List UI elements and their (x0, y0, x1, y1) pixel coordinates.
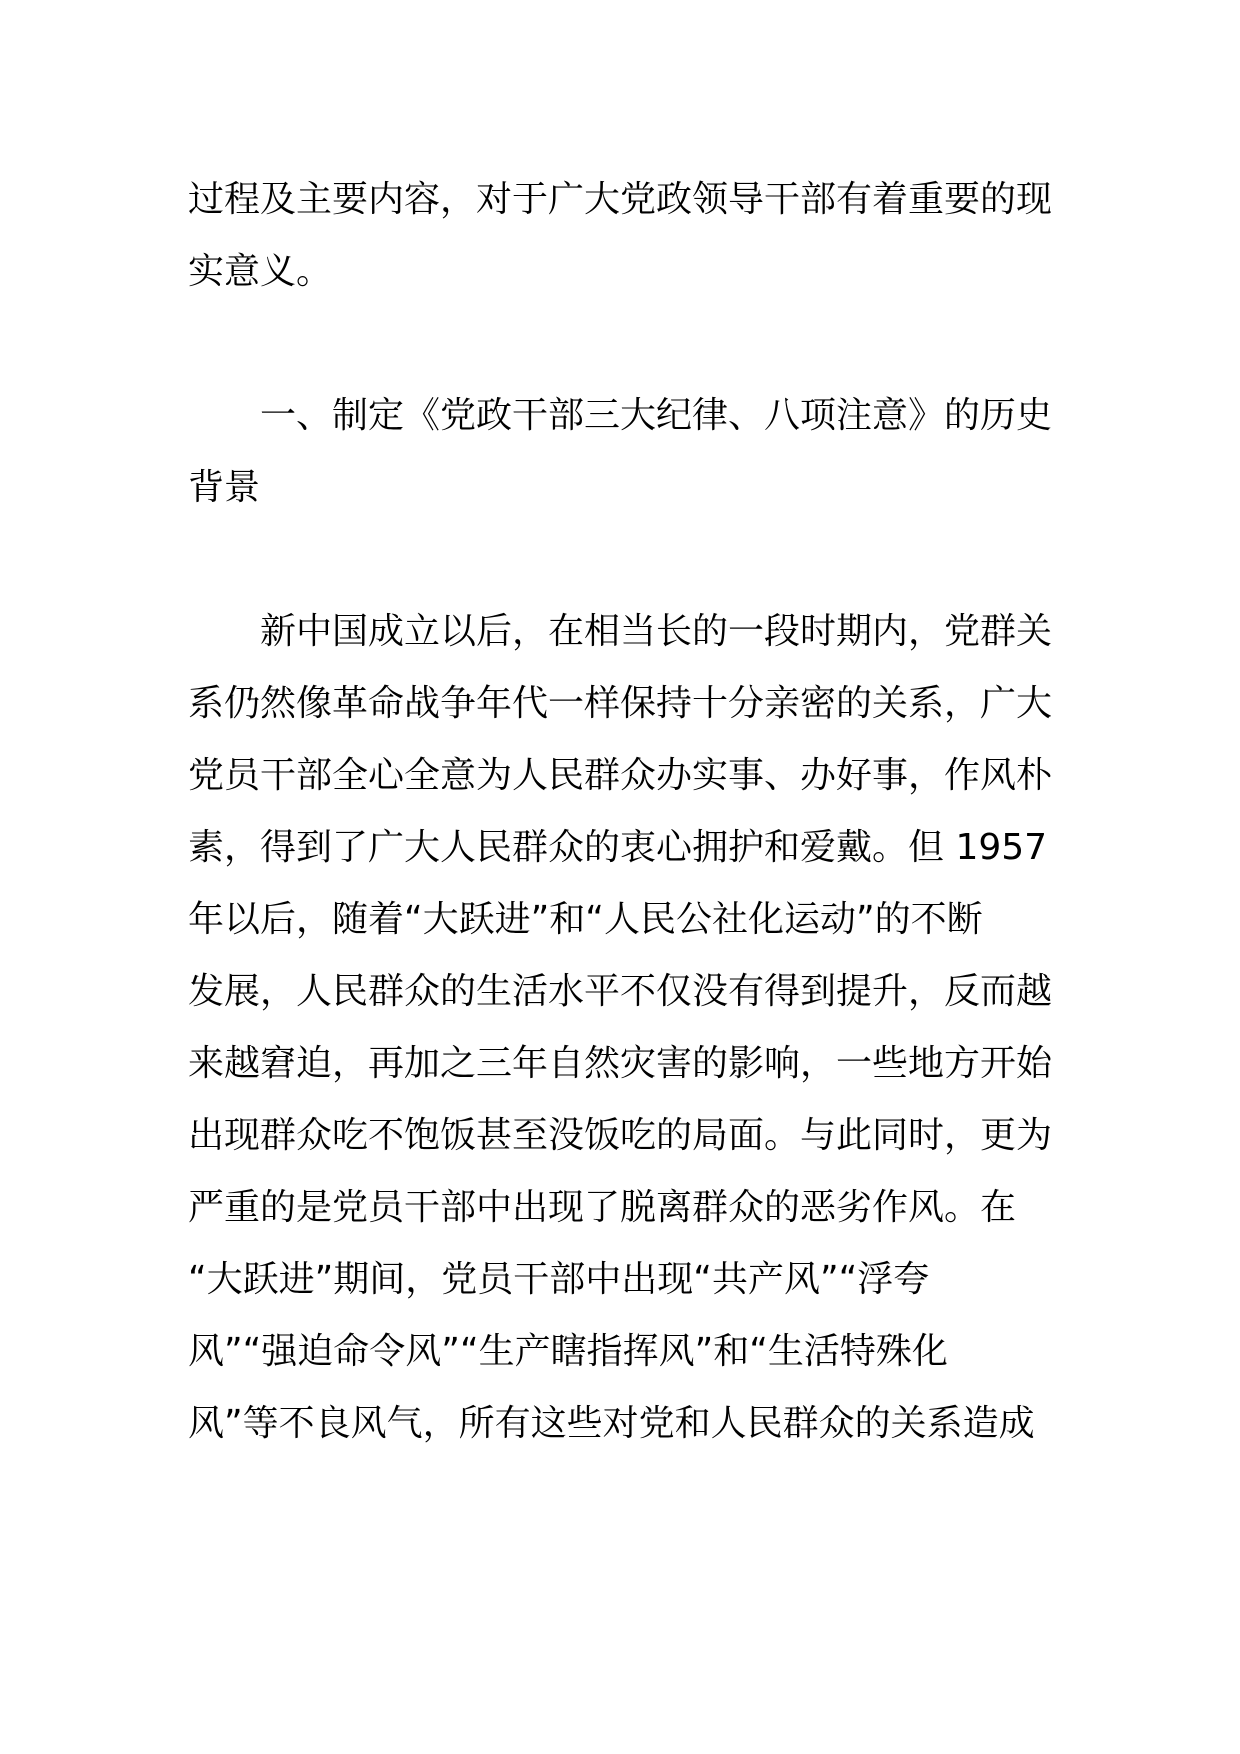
paragraph-3-line-3: 党员干部全心全意为人民群众办实事、办好事，作风朴 (188, 755, 1053, 796)
section-heading-line-1: 一、制定《党政干部三大纪律、八项注意》的历史 (260, 395, 1053, 436)
paragraph-3-line-10: “大跃进”期间，党员干部中出现“共产风”“浮夸 (188, 1259, 930, 1300)
section-heading-line-2: 背景 (188, 467, 261, 508)
paragraph-1-line-1: 过程及主要内容，对于广大党政领导干部有着重要的现 (188, 179, 1053, 220)
paragraph-3-line-5: 年以后，随着“大跃进”和“人民公社化运动”的不断 (188, 899, 983, 940)
paragraph-3-line-1: 新中国成立以后，在相当长的一段时期内，党群关 (260, 611, 1053, 652)
paragraph-1-line-2: 实意义。 (188, 251, 333, 292)
paragraph-3-line-4: 素，得到了广大人民群众的衷心拥护和爱戴。但 1957 (188, 827, 1048, 868)
paragraph-3-line-6: 发展，人民群众的生活水平不仅没有得到提升，反而越 (188, 971, 1053, 1012)
paragraph-3-line-8: 出现群众吃不饱饭甚至没饭吃的局面。与此同时，更为 (188, 1115, 1053, 1156)
paragraph-3-line-9: 严重的是党员干部中出现了脱离群众的恶劣作风。在 (188, 1187, 1017, 1228)
paragraph-3-line-7: 来越窘迫，再加之三年自然灾害的影响，一些地方开始 (188, 1043, 1053, 1084)
paragraph-3-line-2: 系仍然像革命战争年代一样保持十分亲密的关系，广大 (188, 683, 1053, 724)
paragraph-3-line-11: 风”“强迫命令风”“生产瞎指挥风”和“生活特殊化 (188, 1331, 948, 1372)
paragraph-3-line-12: 风”等不良风气，所有这些对党和人民群众的关系造成 (188, 1403, 1035, 1444)
